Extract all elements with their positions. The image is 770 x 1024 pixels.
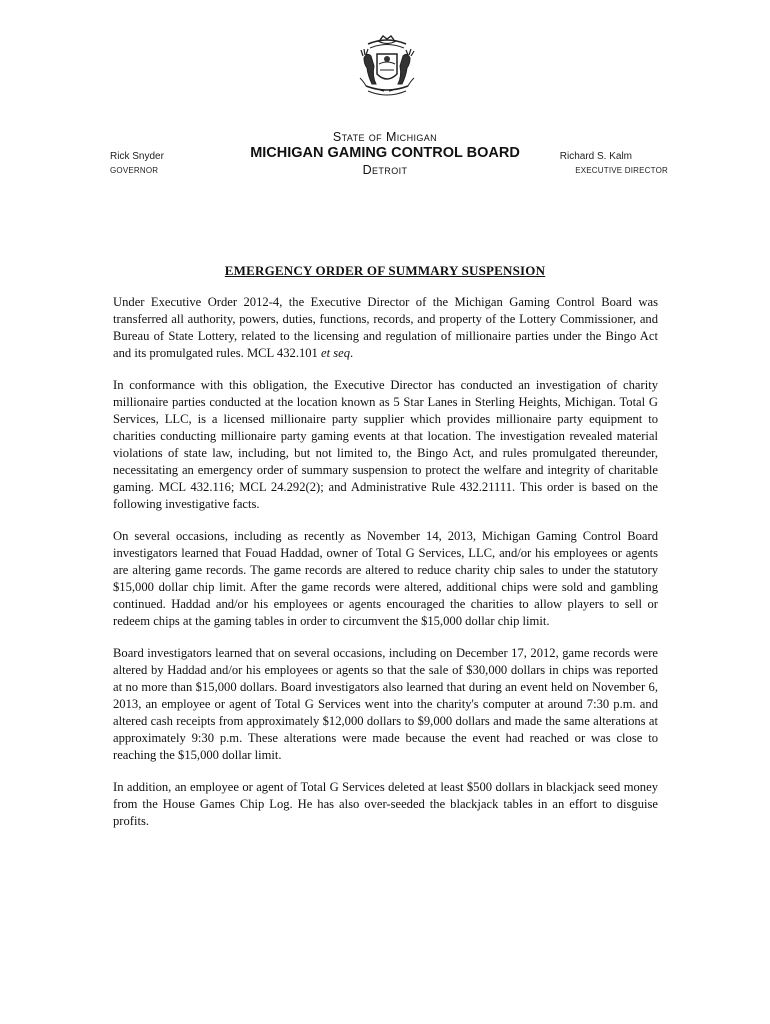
board-heading: MICHIGAN GAMING CONTROL BOARD xyxy=(250,145,520,161)
governor-title: GOVERNOR xyxy=(110,166,159,175)
michigan-state-seal-icon xyxy=(358,34,416,100)
paragraph-authority-text: Under Executive Order 2012-4, the Executive Director of the Michigan Gaming Control Board was transferred all authority, powers, duties, functions, records, and property of the Lottery Commissioner, and Bureau of State Lottery, related to the licensing and regulation of millionaire parties under the Bingo Act and its promulgated rules. MCL 432.101 xyxy=(113,295,658,360)
paragraph-authority xyxy=(113,294,658,362)
paragraph-board-findings: Board investigators learned that on several occasions, including on December 17, 2012, game records were altered by Haddad and/or his employees or agents so that the sale of $30,000 dollars in chips was reported at no more than $15,000 dollars. Board investigators also learned that during an event held on November 6, 2013, an employee or agent of Total G Services went into the charity's computer at around 7:30 p.m. and altered cash receipts from approximately $12,000 dollars to $9,000 dollars and made the same alterations at approximately 9:30 p.m. These alterations were made because the event had reached or was close to reaching the $15,000 dollar limit. xyxy=(113,646,658,762)
document-body xyxy=(113,294,658,845)
paragraph-altered-records: On several occasions, including as recently as November 14, 2013, Michigan Gaming Control Board investigators learned that Fouad Haddad, owner of Total G Services, LLC, and/or his employees or agents are altering game records. The game records are altered to reduce charity chip sales to under the statutory $15,000 dollar chip limit. After the game records were altered, additional chips were sold and gambling continued. Haddad and/or his employees or agents encouraged the charities to allow players to sell or redeem chips at the gaming tables in order to circumvent the $15,000 dollar chip limit. xyxy=(113,529,658,628)
document-title: EMERGENCY ORDER OF SUMMARY SUSPENSION xyxy=(224,263,546,278)
paragraph-authority-end: . xyxy=(350,346,354,360)
paragraph-investigation: In conformance with this obligation, the Executive Director has conducted an investigation of charity millionaire parties conducted at the location known as 5 Star Lanes in Sterling Heights, Michigan. Total G Services, LLC, is a licensed millionaire party supplier which provides millionaire party equipment to charities conducting millionaire party gaming events at that location. The investigation revealed material violations of state law, including, but not limited to, the Bingo Act, and rules promulgated thereunder, necessitating an emergency order of summary suspension to protect the welfare and integrity of charitable gaming. MCL 432.116; MCL 24.292(2); and Administrative Rule 432.21111. This order is based on the following investigative facts. xyxy=(113,378,658,511)
governor-name: Rick Snyder xyxy=(110,151,164,162)
paragraph-seed-money: In addition, an employee or agent of Total G Services deleted at least $500 dollars in blackjack seed money from the House Games Chip Log. He has also over-seeded the blackjack tables in an effort to disguise profits. xyxy=(113,780,658,828)
state-heading: State of Michigan xyxy=(332,130,438,144)
city-heading: Detroit xyxy=(362,163,408,177)
citation-italic: et seq xyxy=(321,346,351,360)
director-title: EXECUTIVE DIRECTOR xyxy=(575,166,668,175)
director-name: Richard S. Kalm xyxy=(559,151,632,162)
